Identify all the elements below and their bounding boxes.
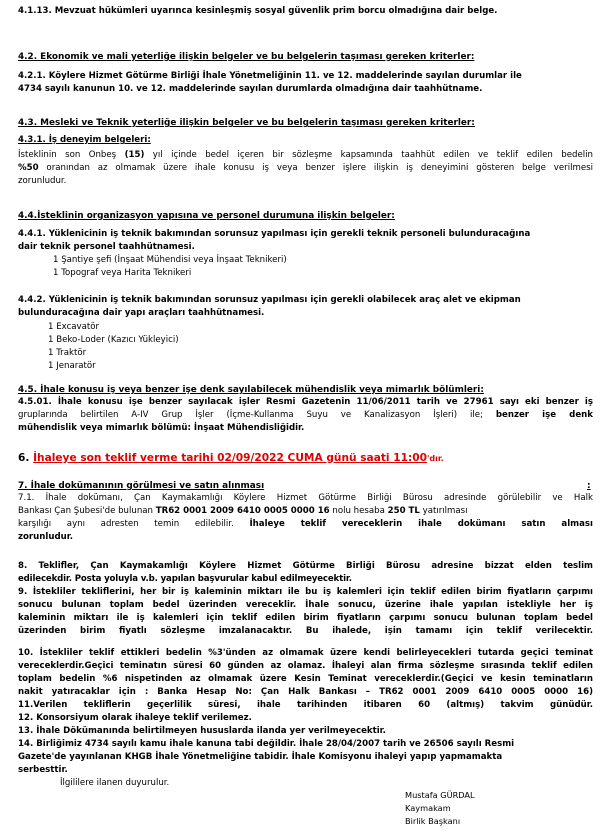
clause-7-1-line4: zorunludur. (18, 532, 73, 542)
clause-12: 12. Konsorsiyum olarak ihaleye teklif verilemez. (18, 713, 252, 723)
clause-4-2-1-line2: 4734 sayılı kanunun 10. ve 12. maddelerinde sayılan durumlarda olmadığına dair taahhütname. (18, 84, 483, 94)
equipment-item: 1 Jenaratör (48, 361, 96, 371)
equipment-item: 1 Excavatör (48, 322, 100, 332)
clause-6-deadline: 6. İhaleye son teklif verme tarihi 02/09/2022 CUMA günü saati 11:00'dır. (18, 452, 444, 464)
clause-4-4-1-line1: 4.4.1. Yüklenicinin iş teknik bakımından sorunsuz yapılması için gerekli teknik personeli bulunduracağına (18, 229, 531, 239)
heading-4-3-1: 4.3.1. İş deneyim belgeleri: (18, 135, 151, 145)
clause-13: 13. İhale Dökümanında belirtilmeyen hususlarda ilanda yer verilmeyecektir. (18, 726, 386, 736)
heading-4-5: 4.5. İhale konusu iş veya benzer işe denk sayılabilecek mühendislik veya mimarlık bölümleri: (18, 385, 484, 395)
clause-7-1-line3: karşılığı aynı adresten temin edilebilir. İhaleye teklif vereceklerin ihale dokümanı satın alması (18, 519, 593, 529)
clause-4-5-01-line2: gruplarında belirtilen A-IV Grup İşler (İçme-Kullanma Suyu ve Kanalizasyon İşleri) ile; benzer işe denk (18, 410, 593, 420)
clause-7-1-line1: 7.1. İhale dokümanı, Çan Kaymakamlığı Köylere Hizmet Götürme Birliği Bürosu adresinde görülebilir ve Halk (18, 493, 593, 503)
clause-8-line2: edilecekdir. Posta yoluyla v.b. yapılan başvurular kabul edilmeyecektir. (18, 574, 352, 584)
clause-10-line3: toplam bedelin %6 nispetinden az olmamak üzere Kesin Teminat vereceklerdir.(Geçici ve kesin teminatların (18, 674, 593, 684)
clause-8-line1: 8. Teklifler, Çan Kaymakamlığı Köylere Hizmet Götürme Birliği Bürosu adresine bizzat elden teslim (18, 561, 593, 571)
heading-4-2: 4.2. Ekonomik ve mali yeterliğe ilişkin belgeler ve bu belgelerin taşıması gereken kriterler: (18, 52, 475, 62)
clause-14-line1: 14. Birliğimiz 4734 sayılı kamu ihale kanuna tabi değildir. İhale 28/04/2007 tarih ve 26506 sayılı Resmi (18, 739, 515, 749)
personnel-item: 1 Topograf veya Harita Teknikeri (53, 268, 192, 278)
clause-4-4-1-line2: dair teknik personel taahhütnamesi. (18, 242, 195, 252)
clause-4-4-2-line1: 4.4.2. Yüklenicinin iş teknik bakımından sorunsuz yapılması için gerekli olabilecek araç alet ve ekipman (18, 295, 521, 305)
heading-7-colon: : (587, 481, 591, 491)
clause-4-1-13: 4.1.13. Mevzuat hükümleri uyarınca kesinleşmiş sosyal güvenlik prim borcu olmadığına dair belge. (18, 6, 498, 16)
clause-4-3-1-line3: zorunludur. (18, 176, 67, 186)
equipment-item: 1 Traktör (48, 348, 87, 358)
clause-9-line2: sonucu bulunan toplam bedel üzerinden vereceklir. İhale sonucu, üzerine ihale yapılan istekliyle her iş (18, 600, 593, 610)
equipment-item: 1 Beko-Loder (Kazıcı Yükleyici) (48, 335, 179, 345)
signatory-title: Kaymakam (405, 803, 451, 813)
clause-9-line1: 9. İstekliler tekliflerini, her bir iş kaleminin miktarı ile bu iş kalemleri için teklif edilen birim fiyatların çarpımı (18, 587, 593, 597)
heading-4-4: 4.4.İsteklinin organizasyon yapısına ve personel durumuna ilişkin belgeler: (18, 211, 395, 221)
clause-9-line3: kaleminin miktarı ile iş kalemleri için teklif edilen birim fiyatların çarpımı sonucu bulunan toplam bedel (18, 613, 593, 623)
closing-line: İlgililere ilanen duyurulur. (60, 778, 170, 788)
clause-14-line2: Gazete'de yayınlanan KHGB İhale Yönetmeliğine tabidir. İhale Komisyonu ihaleyi yapıp yapmamakta (18, 752, 503, 762)
clause-10-line1: 10. İstekliler teklif ettikleri bedelin %3'ünden az olmamak üzere kendi belirleyecekleri tutarda geçici teminat (18, 648, 593, 658)
signatory-name: Mustafa GÜRDAL (405, 790, 475, 800)
clause-4-5-01-line3: mühendislik veya mimarlık bölümü: İnşaat Mühendisliğidir. (18, 423, 305, 433)
clause-4-3-1-line2: %50 oranından az olmamak üzere ihale konusu iş veya benzer işlere ilişkin iş deneyimini gösteren belge verilmesi (18, 163, 593, 173)
clause-7-1-line2: Bankası Çan Şubesi'de bulunan TR62 0001 2009 6410 0005 0000 16 nolu hesaba 250 TL yatırılması (18, 506, 468, 516)
clause-4-5-01-line1: 4.5.01. İhale konusu işe benzer sayılacak işler Resmi Gazetenin 11/06/2011 tarih ve 27961 sayı eki benzer iş (18, 397, 593, 407)
heading-4-3: 4.3. Mesleki ve Teknik yeterliğe ilişkin belgeler ve bu belgelerin taşıması gereken kriterler: (18, 118, 475, 128)
clause-11: 11.Verilen tekliflerin geçerlilik süresi, ihale tarihinden itibaren 60 (altmış) takvim günüdür. (18, 700, 593, 710)
heading-7: 7. İhale dokümanının görülmesi ve satın alınması (18, 481, 265, 491)
clause-10-line4: nakit yatıracaklar için : Banka Hesap No: Çan Halk Bankası – TR62 0001 2009 6410 0005 0000 16) (18, 687, 593, 697)
clause-4-3-1-line1: İsteklinin son Onbeş (15) yıl içinde bedel içeren bir sözleşme kapsamında taahhüt edilen ve teklif edilen bedelin (18, 150, 593, 160)
clause-10-line2: vereceklerdir.Geçici teminatın süresi 60 günden az olamaz. İhaleyi alan firma sözleşme sırasında teklif edilen (18, 661, 593, 671)
clause-9-line4: üzerinden birim fiyatlı sözleşme imzalanacaktır. Bu ihalede, işin tamamı için teklif verilecektir. (18, 626, 593, 636)
signatory-role: Birlik Başkanı (405, 816, 461, 826)
clause-4-2-1-line1: 4.2.1. Köylere Hizmet Götürme Birliği İhale Yönetmeliğinin 11. ve 12. maddelerinde sayılan durumlar ile (18, 71, 522, 81)
clause-14-line3: serbesttir. (18, 765, 68, 775)
personnel-item: 1 Şantiye şefi (İnşaat Mühendisi veya İnşaat Teknikeri) (53, 255, 287, 265)
clause-4-4-2-line2: bulunduracağına dair yapı araçları taahhütnamesi. (18, 308, 265, 318)
